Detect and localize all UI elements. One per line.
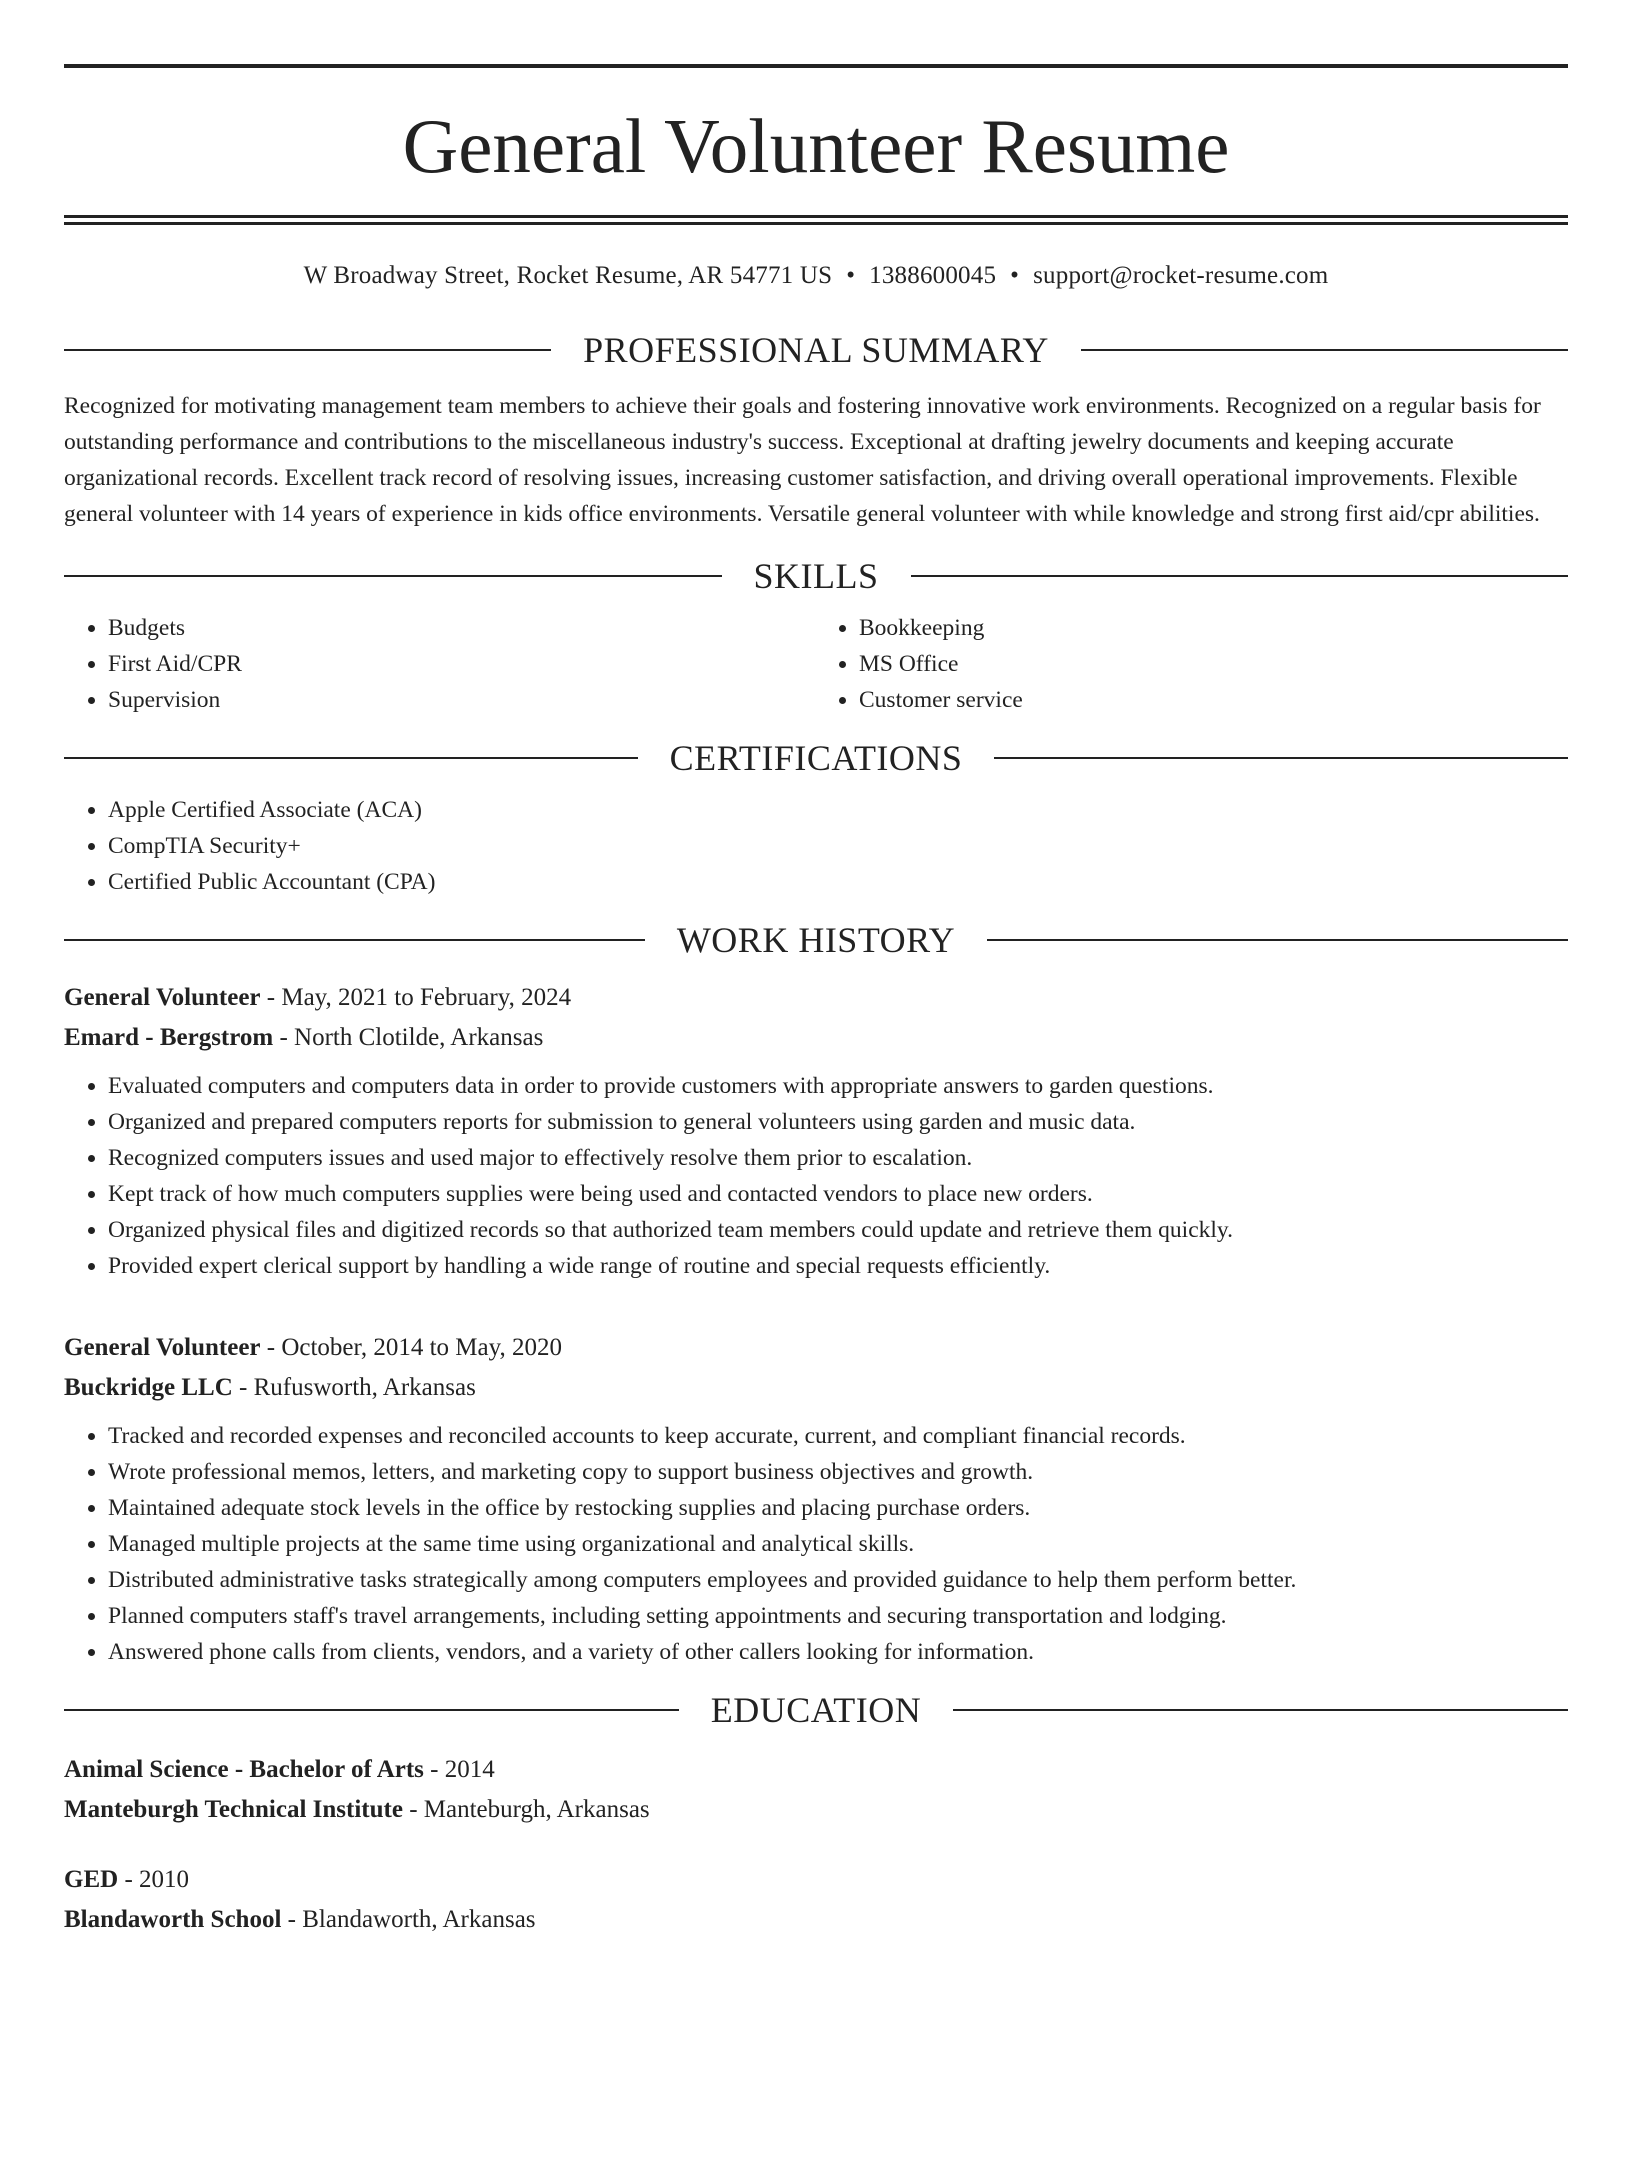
job-bullet: • Kept track of how much computers supplies were being used and contacted vendors to place new orders. <box>108 1176 1568 1212</box>
job-bullet: • Provided expert clerical support by handling a wide range of routine and special requests efficiently. <box>108 1248 1568 1284</box>
heading-rule <box>64 757 638 759</box>
education-degree: Animal Science - Bachelor of Arts <box>64 1756 424 1783</box>
skills-grid <box>64 610 1568 718</box>
education-school-line <box>64 1790 1568 1830</box>
summary-heading: PROFESSIONAL SUMMARY <box>583 330 1049 370</box>
education-location: - Manteburgh, Arkansas <box>402 1796 650 1823</box>
education-degree-line <box>64 1750 1568 1790</box>
education-school: Manteburgh Technical Institute <box>64 1796 403 1823</box>
education-year: - 2010 <box>118 1866 190 1893</box>
job-dates: - October, 2014 to May, 2020 <box>260 1334 563 1361</box>
education-school-line <box>64 1900 1568 1940</box>
skill-item: • Budgets <box>108 610 817 646</box>
title-double-rule <box>64 215 1568 225</box>
job-bullet: • Tracked and recorded expenses and reconciled accounts to keep accurate, current, and compliant financial records. <box>108 1418 1568 1454</box>
job-company-line <box>64 1018 1568 1058</box>
job-title: General Volunteer <box>64 984 261 1011</box>
heading-rule <box>64 349 551 351</box>
skill-item: • Bookkeeping <box>859 610 1568 646</box>
education-degree: GED <box>64 1866 119 1893</box>
job-bullet: • Answered phone calls from clients, vendors, and a variety of other callers looking for information. <box>108 1634 1568 1670</box>
education-location: - Blandaworth, Arkansas <box>281 1906 536 1933</box>
job-bullet: • Organized physical files and digitized records so that authorized team members could update and retrieve them quickly. <box>108 1212 1568 1248</box>
work-heading: WORK HISTORY <box>676 920 956 960</box>
skills-list-left <box>64 610 817 718</box>
job-entry <box>64 1328 1568 1670</box>
job-title: General Volunteer <box>64 1334 261 1361</box>
contact-email: support@rocket-resume.com <box>1033 262 1329 289</box>
job-bullets <box>64 1068 1568 1284</box>
certification-item: • Certified Public Accountant (CPA) <box>108 864 1568 900</box>
job-bullet: • Managed multiple projects at the same time using organizational and analytical skills. <box>108 1526 1568 1562</box>
skill-item: • Customer service <box>859 682 1568 718</box>
resume-page <box>0 64 1632 2176</box>
certifications-list <box>64 792 1568 900</box>
job-bullet: • Maintained adequate stock levels in the office by restocking supplies and placing purchase orders. <box>108 1490 1568 1526</box>
job-dates: - May, 2021 to February, 2024 <box>260 984 572 1011</box>
contact-phone: 1388600045 <box>869 262 997 289</box>
skill-item: • Supervision <box>108 682 817 718</box>
job-company-line <box>64 1368 1568 1408</box>
heading-rule <box>987 939 1568 941</box>
education-heading: EDUCATION <box>710 1690 922 1730</box>
contact-line <box>64 262 1568 290</box>
education-entry <box>64 1860 1568 1940</box>
heading-rule <box>64 575 722 577</box>
job-company: Buckridge LLC <box>64 1374 233 1401</box>
job-company: Emard - Bergstrom <box>64 1024 274 1051</box>
heading-rule <box>953 1709 1568 1711</box>
skills-list-right <box>817 610 1568 718</box>
skills-heading: SKILLS <box>753 556 879 596</box>
job-bullet: • Planned computers staff's travel arrangements, including setting appointments and securing transportation and lodging. <box>108 1598 1568 1634</box>
job-bullet: • Distributed administrative tasks strategically among computers employees and provided guidance to help them perform better. <box>108 1562 1568 1598</box>
job-entry <box>64 978 1568 1284</box>
skill-item: • MS Office <box>859 646 1568 682</box>
job-location: - Rufusworth, Arkansas <box>232 1374 476 1401</box>
contact-separator: • <box>1010 262 1020 289</box>
skill-item: • First Aid/CPR <box>108 646 817 682</box>
certification-item: • Apple Certified Associate (ACA) <box>108 792 1568 828</box>
summary-text: Recognized for motivating management team members to achieve their goals and fostering innovative work environments. Recognized on a regular basis for outstanding performance and contributions to the miscellaneous industry's success. Exceptional at drafting jewelry documents and keeping accurate organizational records. Excellent track record of resolving issues, increasing customer satisfaction, and driving overall operational improvements. Flexible general volunteer with 14 years of experience in kids office environments. Versatile general volunteer with while knowledge and strong first aid/cpr abilities. <box>64 393 1541 527</box>
section-heading-work <box>64 922 1568 958</box>
job-bullet: • Organized and prepared computers reports for submission to general volunteers using garden and music data. <box>108 1104 1568 1140</box>
certifications-heading: CERTIFICATIONS <box>669 738 963 778</box>
job-bullets <box>64 1418 1568 1670</box>
job-bullet: • Wrote professional memos, letters, and marketing copy to support business objectives and growth. <box>108 1454 1568 1490</box>
heading-rule <box>994 757 1568 759</box>
certification-item: • CompTIA Security+ <box>108 828 1568 864</box>
section-heading-summary <box>64 332 1568 368</box>
education-school: Blandaworth School <box>64 1906 282 1933</box>
resume-title: General Volunteer Resume <box>402 103 1230 189</box>
education-year: - 2014 <box>423 1756 495 1783</box>
job-location: - North Clotilde, Arkansas <box>273 1024 544 1051</box>
heading-rule <box>911 575 1569 577</box>
job-title-line <box>64 978 1568 1018</box>
contact-address: W Broadway Street, Rocket Resume, AR 54771 US <box>303 262 833 289</box>
heading-rule <box>64 939 645 941</box>
heading-rule <box>64 1709 679 1711</box>
section-heading-certifications <box>64 740 1568 776</box>
heading-rule <box>1081 349 1568 351</box>
job-bullet: • Evaluated computers and computers data in order to provide customers with appropriate answers to garden questions. <box>108 1068 1568 1104</box>
top-rule <box>64 64 1568 68</box>
section-heading-skills <box>64 558 1568 594</box>
education-entry <box>64 1750 1568 1830</box>
education-degree-line <box>64 1860 1568 1900</box>
job-bullet: • Recognized computers issues and used major to effectively resolve them prior to escalation. <box>108 1140 1568 1176</box>
job-title-line <box>64 1328 1568 1368</box>
contact-separator: • <box>846 262 856 289</box>
section-heading-education <box>64 1692 1568 1728</box>
